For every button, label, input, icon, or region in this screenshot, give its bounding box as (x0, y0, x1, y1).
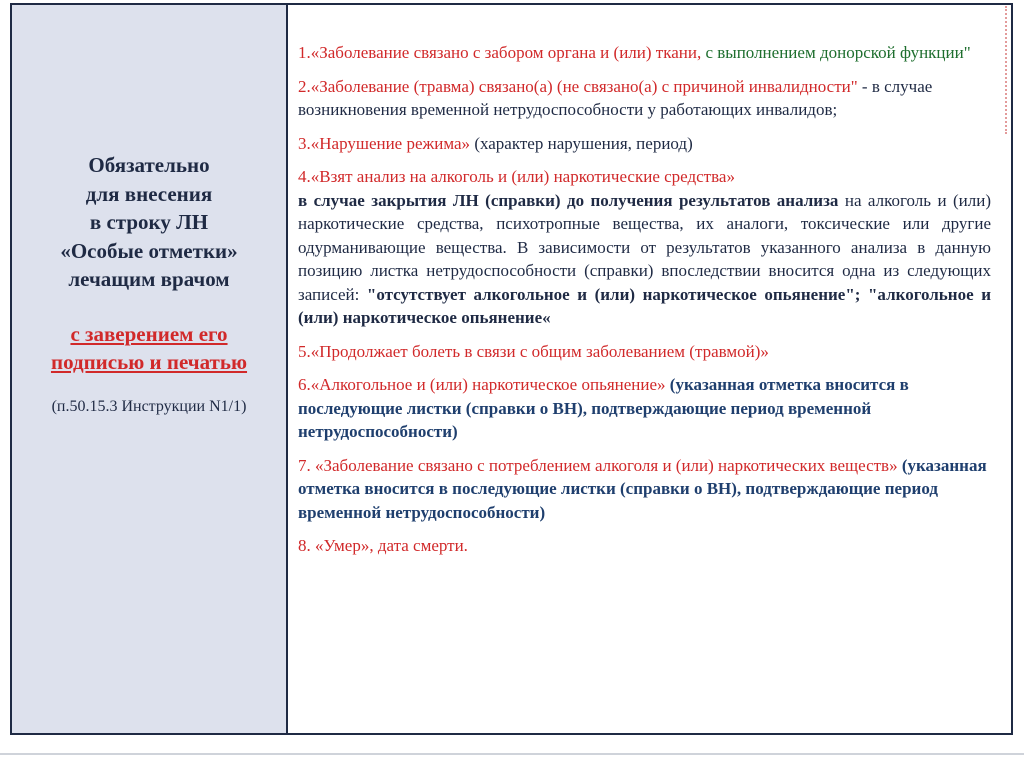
item-4-text: на алкоголь и (или) наркотические средства, психотропные вещества, их аналоги, токсические или другие одурманивающие вещества. В зависимости от результатов указанного анализа в данную позицию листка нетрудоспособности (справки) впоследствии вносится одна из следующих записей: (298, 190, 991, 304)
left-reference: (п.50.15.3 Инструкции N1/1) (51, 397, 247, 415)
item-7-title: 7. «Заболевание связано с потреблением алкоголя и (или) наркотических веществ» (298, 455, 898, 475)
list-item-7 (298, 454, 991, 525)
list-item-5 (298, 340, 991, 364)
slide-table (10, 3, 1013, 735)
left-title-line: Обязательно (88, 153, 210, 177)
left-title (12, 151, 286, 294)
left-sign-note (12, 320, 286, 376)
list-item-4 (298, 165, 991, 330)
item-4-records: "отсутствует алкогольное и (или) наркотическое опьянение"; "алкогольное и (или) наркотическое опьянение« (298, 284, 991, 327)
item-5-title: 5.«Продолжает болеть в связи с общим заболеванием (травмой)» (298, 341, 769, 361)
item-6-title: 6.«Алкогольное и (или) наркотическое опьянение» (298, 375, 666, 394)
item-6-note: (указанная отметка вносится в последующие листки (справки о ВН), подтверждающие период временной нетрудоспособности) (298, 375, 909, 441)
left-title-line: лечащим врачом (68, 267, 230, 291)
list-item-8 (298, 534, 991, 558)
left-sign-line: подписью и печатью (50, 349, 248, 374)
dotted-edge-line (1005, 6, 1007, 134)
left-title-line: в строку ЛН (89, 210, 209, 234)
list-item-3 (298, 132, 991, 156)
left-sign-line: с заверением его (70, 321, 228, 346)
left-cell (12, 5, 288, 733)
item-4-bold: в случае закрытия ЛН (справки) до получения результатов анализа (298, 190, 839, 210)
item-1-green: с выполнением донорской функции" (705, 43, 971, 62)
item-1-title: 1.«Заболевание связано с забором органа и (или) ткани, (298, 43, 706, 62)
left-title-line: для внесения (85, 181, 213, 206)
item-3-title: 3.«Нарушение режима» (298, 133, 471, 153)
left-title-line: «Особые отметки» (60, 238, 238, 263)
items-list (298, 41, 991, 568)
right-cell (288, 5, 1011, 733)
list-item-2 (298, 75, 991, 122)
item-4-title: 4.«Взят анализ на алкоголь и (или) наркотические средства» (298, 167, 735, 186)
bottom-divider (0, 753, 1024, 755)
item-3-text: (характер нарушения, период) (470, 133, 693, 153)
item-2-text: - в случае возникновения временной нетрудоспособности у работающих инвалидов; (298, 76, 933, 119)
list-item-6 (298, 373, 991, 444)
item-2-title: 2.«Заболевание (травма) связано(а) (не связано(а) с причиной инвалидности" (298, 76, 858, 96)
item-7-note: (указанная отметка вносится в последующие листки (справки о ВН), подтверждающие период временной нетрудоспособности) (298, 455, 987, 522)
list-item-1 (298, 41, 991, 65)
left-text-block (12, 151, 286, 416)
item-8-title: 8. «Умер», дата смерти. (298, 536, 468, 555)
